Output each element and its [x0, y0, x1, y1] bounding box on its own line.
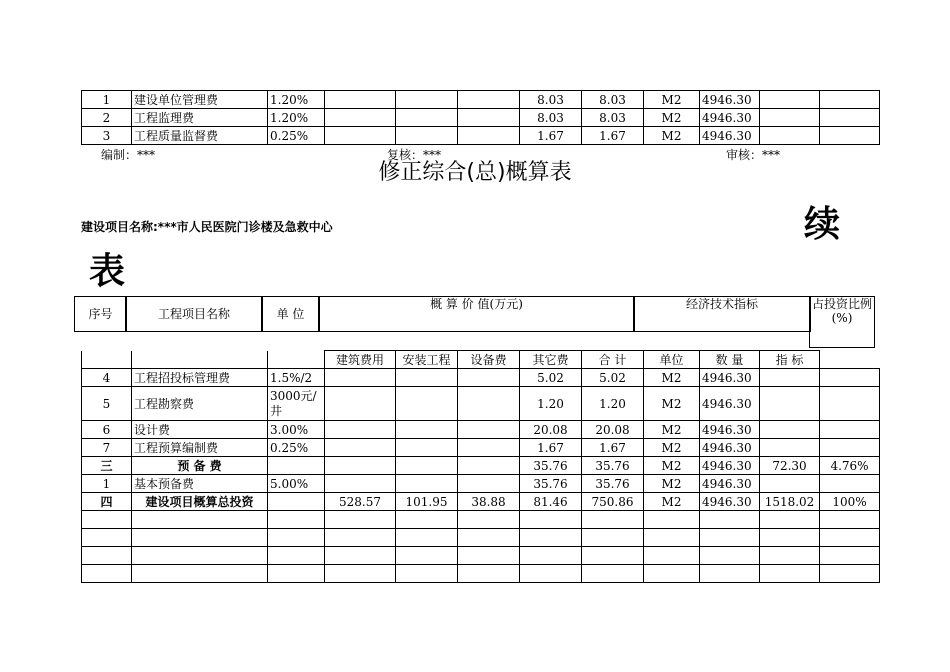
table-cell — [268, 493, 325, 511]
table-row — [82, 511, 880, 529]
table-cell: M2 — [644, 387, 700, 421]
table-cell — [700, 529, 760, 547]
table-cell: 101.95 — [396, 493, 458, 511]
table-cell: 6 — [82, 421, 132, 439]
table-cell: 预 备 费 — [132, 457, 268, 475]
table-row — [82, 421, 880, 439]
table-cell — [458, 369, 520, 387]
table-cell: M2 — [644, 109, 700, 127]
table-cell: 4946.30 — [700, 127, 760, 145]
table-cell: 4946.30 — [700, 475, 760, 493]
table-cell — [820, 439, 880, 457]
table-cell — [82, 511, 132, 529]
table-cell: 81.46 — [520, 493, 582, 511]
table-cell: 1518.02 — [760, 493, 820, 511]
table-cell — [458, 565, 520, 583]
table-cell — [458, 127, 520, 145]
table-cell: 3.00% — [268, 421, 325, 439]
table-cell — [132, 511, 268, 529]
table-cell: M2 — [644, 421, 700, 439]
table-cell — [325, 109, 396, 127]
table-cell — [582, 565, 644, 583]
table-cell — [458, 511, 520, 529]
table-cell — [520, 529, 582, 547]
table-cell: 4.76% — [820, 457, 880, 475]
table-cell: 4946.30 — [700, 493, 760, 511]
table-cell: 4946.30 — [700, 421, 760, 439]
table-cell — [396, 421, 458, 439]
table-cell: 1.67 — [582, 439, 644, 457]
table-cell: M2 — [644, 457, 700, 475]
table-cell — [820, 109, 880, 127]
table-cell — [268, 547, 325, 565]
table-cell: 三 — [82, 457, 132, 475]
table-cell — [700, 565, 760, 583]
table-cell: 4946.30 — [700, 91, 760, 109]
table-cell — [458, 387, 520, 421]
table-cell — [132, 529, 268, 547]
table-cell — [396, 439, 458, 457]
table-cell: 1.5%/2 — [268, 369, 325, 387]
table-cell — [132, 547, 268, 565]
table-cell: 设计费 — [132, 421, 268, 439]
table-cell: 4946.30 — [700, 439, 760, 457]
table-cell — [325, 421, 396, 439]
approved-by: 审核：*** — [726, 148, 781, 162]
subheader-cell: 建筑费用 — [325, 351, 396, 369]
table-cell: 4 — [82, 369, 132, 387]
table-cell — [325, 529, 396, 547]
table-cell: 建设单位管理费 — [132, 91, 268, 109]
table-cell — [582, 529, 644, 547]
table-cell: M2 — [644, 493, 700, 511]
table-cell — [760, 547, 820, 565]
table-cell — [760, 369, 820, 387]
table-cell — [700, 511, 760, 529]
table-cell: 1 — [82, 475, 132, 493]
table-cell — [82, 547, 132, 565]
table-cell — [820, 351, 880, 369]
header-unit: 单 位 — [261, 296, 320, 332]
table-cell: 0.25% — [268, 439, 325, 457]
table-cell — [820, 127, 880, 145]
table-cell — [268, 529, 325, 547]
continued-mark-1: 续 — [804, 203, 841, 245]
table-cell — [458, 439, 520, 457]
table-cell — [396, 547, 458, 565]
table-cell: 100% — [820, 493, 880, 511]
table-cell — [644, 511, 700, 529]
table-cell — [132, 351, 268, 369]
table-cell: 4946.30 — [700, 387, 760, 421]
header-ratio: 占投资比例(%) — [809, 296, 875, 348]
table-cell — [458, 529, 520, 547]
table-cell — [458, 421, 520, 439]
table-cell — [820, 529, 880, 547]
table-cell — [325, 547, 396, 565]
table-cell: 建设项目概算总投资 — [132, 493, 268, 511]
table-cell — [458, 91, 520, 109]
subheader-cell: 其它费 — [520, 351, 582, 369]
table-cell — [325, 475, 396, 493]
table-cell: M2 — [644, 91, 700, 109]
table-cell — [520, 565, 582, 583]
table-cell — [396, 109, 458, 127]
table-cell — [396, 511, 458, 529]
table-cell — [82, 351, 132, 369]
table-cell — [458, 109, 520, 127]
table-cell — [325, 457, 396, 475]
table-cell: 1.67 — [520, 127, 582, 145]
table-cell: 1.67 — [520, 439, 582, 457]
table-cell — [396, 457, 458, 475]
table-cell: 基本预备费 — [132, 475, 268, 493]
table-cell — [582, 547, 644, 565]
table-cell — [760, 565, 820, 583]
table-cell — [396, 369, 458, 387]
page-title: 修正综合(总)概算表 — [378, 160, 572, 185]
table-cell: 8.03 — [582, 109, 644, 127]
continued-mark-2: 表 — [89, 250, 126, 292]
subheader-cell: 指 标 — [760, 351, 820, 369]
table-cell — [820, 511, 880, 529]
header-estimate-group: 概 算 价 值(万元) — [318, 296, 635, 332]
header-seq: 序号 — [74, 296, 127, 332]
table-cell — [82, 565, 132, 583]
subheader-cell: 合 计 — [582, 351, 644, 369]
table-cell — [458, 547, 520, 565]
table-cell: 7 — [82, 439, 132, 457]
table-cell — [325, 91, 396, 109]
table-cell: M2 — [644, 369, 700, 387]
table-cell — [520, 511, 582, 529]
table-cell: 2 — [82, 109, 132, 127]
table-row — [82, 439, 880, 457]
table-cell — [396, 565, 458, 583]
table-row — [82, 457, 880, 475]
subheader-row — [82, 351, 880, 369]
table-cell — [325, 387, 396, 421]
table-cell — [396, 529, 458, 547]
subheader-cell: 安装工程 — [396, 351, 458, 369]
table-cell — [325, 369, 396, 387]
table-cell — [820, 547, 880, 565]
table-row — [82, 369, 880, 387]
subheader-cell: 数 量 — [700, 351, 760, 369]
table-cell: 3000元/井 — [268, 387, 325, 421]
table-cell: 1.20% — [268, 91, 325, 109]
table-cell: 3 — [82, 127, 132, 145]
table-cell — [760, 91, 820, 109]
table-cell — [644, 565, 700, 583]
table-cell: 8.03 — [520, 91, 582, 109]
table-cell — [268, 565, 325, 583]
reviewed-by: 复核：*** — [387, 148, 442, 162]
project-name: 建设项目名称:***市人民医院门诊楼及急救中心 — [81, 220, 333, 234]
subheader-cell: 设备费 — [458, 351, 520, 369]
table-cell: 1.20 — [520, 387, 582, 421]
table-cell — [760, 439, 820, 457]
table-cell — [820, 387, 880, 421]
table-cell: 20.08 — [520, 421, 582, 439]
table-cell — [396, 475, 458, 493]
table-cell — [760, 387, 820, 421]
table-cell — [760, 511, 820, 529]
table-cell: 35.76 — [582, 457, 644, 475]
table-cell — [760, 109, 820, 127]
table-cell — [820, 475, 880, 493]
table-cell: 528.57 — [325, 493, 396, 511]
table-cell — [325, 565, 396, 583]
table-row — [82, 475, 880, 493]
table-cell: 20.08 — [582, 421, 644, 439]
table-cell: M2 — [644, 127, 700, 145]
table-cell: 5.02 — [520, 369, 582, 387]
table-cell: 四 — [82, 493, 132, 511]
table-cell: 工程监理费 — [132, 109, 268, 127]
table-row — [82, 529, 880, 547]
table-cell: 1 — [82, 91, 132, 109]
table-cell — [820, 369, 880, 387]
table-row — [82, 493, 880, 511]
table-cell: 1.20 — [582, 387, 644, 421]
table-cell — [325, 127, 396, 145]
table-cell: 0.25% — [268, 127, 325, 145]
table-cell: 5 — [82, 387, 132, 421]
table-row — [82, 387, 880, 421]
table-cell: 8.03 — [582, 91, 644, 109]
table-cell — [760, 475, 820, 493]
table-cell: 35.76 — [520, 457, 582, 475]
table-row — [82, 565, 880, 583]
table-cell — [396, 127, 458, 145]
table-cell: M2 — [644, 475, 700, 493]
table-cell: 工程预算编制费 — [132, 439, 268, 457]
table-cell — [325, 511, 396, 529]
table-cell: M2 — [644, 439, 700, 457]
table-cell: 38.88 — [458, 493, 520, 511]
table-cell: 1.67 — [582, 127, 644, 145]
table-cell: 工程质量监督费 — [132, 127, 268, 145]
table-cell: 4946.30 — [700, 369, 760, 387]
table-cell — [396, 91, 458, 109]
top-continuation-table — [81, 90, 880, 145]
header-name: 工程项目名称 — [125, 296, 263, 332]
table-cell: 5.02 — [582, 369, 644, 387]
table-cell — [644, 529, 700, 547]
table-cell: 工程招投标管理费 — [132, 369, 268, 387]
table-cell — [325, 439, 396, 457]
table-cell: 750.86 — [582, 493, 644, 511]
table-cell — [644, 547, 700, 565]
estimate-table — [81, 350, 880, 583]
table-cell: 5.00% — [268, 475, 325, 493]
table-row — [82, 91, 880, 109]
table-cell — [760, 127, 820, 145]
table-cell: 工程勘察费 — [132, 387, 268, 421]
table-cell: 4946.30 — [700, 457, 760, 475]
table-cell: 72.30 — [760, 457, 820, 475]
table-cell — [458, 475, 520, 493]
table-cell: 1.20% — [268, 109, 325, 127]
table-cell — [820, 91, 880, 109]
table-cell — [396, 387, 458, 421]
table-cell: 35.76 — [582, 475, 644, 493]
table-cell — [132, 565, 268, 583]
table-cell — [268, 457, 325, 475]
table-cell — [582, 511, 644, 529]
table-cell: 35.76 — [520, 475, 582, 493]
table-row — [82, 109, 880, 127]
table-cell — [700, 547, 760, 565]
table-row — [82, 547, 880, 565]
table-cell: 4946.30 — [700, 109, 760, 127]
table-row — [82, 127, 880, 145]
table-cell — [760, 421, 820, 439]
table-cell: 8.03 — [520, 109, 582, 127]
table-cell — [760, 529, 820, 547]
table-cell — [268, 511, 325, 529]
table-cell — [520, 547, 582, 565]
table-cell — [82, 529, 132, 547]
compiled-by: 编制：*** — [101, 148, 156, 162]
table-cell — [268, 351, 325, 369]
table-cell — [820, 565, 880, 583]
subheader-cell: 单位 — [644, 351, 700, 369]
table-cell — [458, 457, 520, 475]
header-econ-group: 经济技术指标 — [633, 296, 811, 332]
table-cell — [820, 421, 880, 439]
